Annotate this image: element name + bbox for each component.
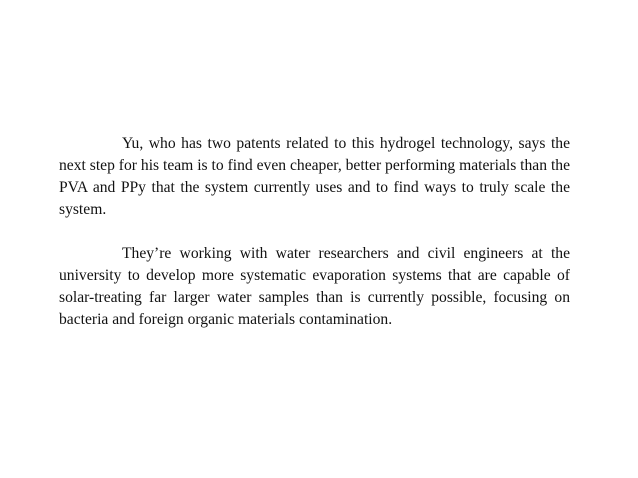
body-text [59,133,570,331]
paragraph-1: Yu, who has two patents related to this hydrogel technology, says the next step for his team is to find even cheaper, better performing materials than the PVA and PPy that the system currently uses and to find ways to truly scale the system. [59,135,570,218]
paragraph-2: They’re working with water researchers and civil engineers at the university to develop more systematic evaporation systems that are capable of solar-treating far larger water samples than is currently possible, focusing on bacteria and foreign organic materials contamination. [59,245,570,328]
